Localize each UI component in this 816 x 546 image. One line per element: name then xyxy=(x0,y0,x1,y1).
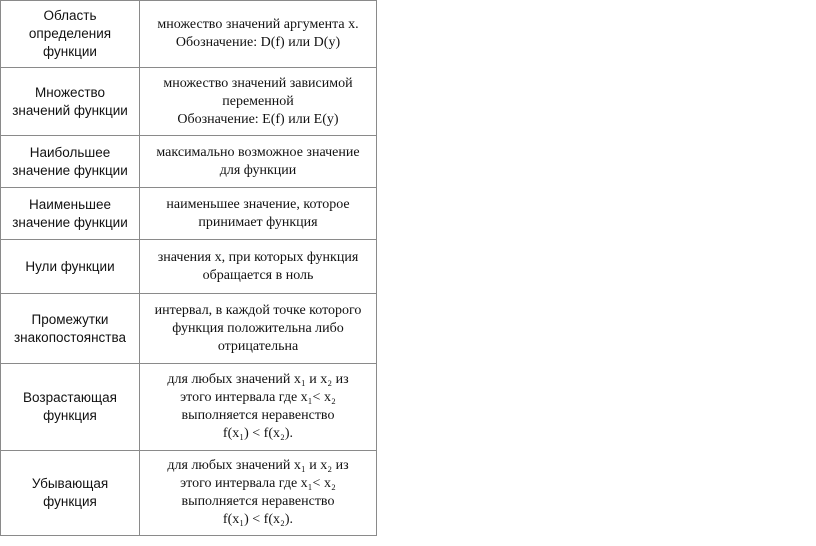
definition-line: функция положительна либо xyxy=(172,320,344,336)
table-row xyxy=(1,451,377,536)
term-line: Возрастающая xyxy=(23,390,117,405)
definition-line: наименьшее значение, которое xyxy=(166,196,350,212)
definition-line: множество значений зависимой xyxy=(163,75,353,91)
definition-line: этого интервала где x₁< x₂ xyxy=(180,476,336,491)
definition-line: переменной xyxy=(222,93,294,109)
term-line: Наименьшее xyxy=(29,196,111,212)
definition-line: значения x, при которых функция xyxy=(157,249,359,265)
term-line: значение функции xyxy=(12,162,128,178)
term-line: Наибольшее xyxy=(29,144,111,160)
term-line: значение функции xyxy=(12,214,128,230)
definition-cell xyxy=(140,451,377,536)
definition-line: Обозначение: E(f) или E(y) xyxy=(177,111,339,127)
term-line: определения xyxy=(28,26,112,41)
definition-cell xyxy=(140,68,377,136)
definitions-table xyxy=(0,0,377,536)
definition-line: для любых значений x₁ и x₂ из xyxy=(167,458,349,473)
term-cell xyxy=(1,1,140,68)
table-row xyxy=(1,294,377,364)
definition-line: выполняется неравенство xyxy=(181,408,335,423)
definition-line: этого интервала где x₁< x₂ xyxy=(180,390,336,405)
definition-cell xyxy=(140,294,377,364)
term-line: Область xyxy=(43,8,97,23)
term-cell xyxy=(1,364,140,451)
definition-cell xyxy=(140,136,377,188)
table-row xyxy=(1,188,377,240)
definition-line: выполняется неравенство xyxy=(181,494,335,509)
definition-line: интервал, в каждой точке которого xyxy=(154,302,362,318)
definition-line: обращается в ноль xyxy=(202,267,314,283)
term-line: функции xyxy=(43,44,97,59)
definition-line: f(x₁) < f(x₂). xyxy=(222,512,294,527)
term-line: Промежутки xyxy=(31,311,109,327)
term-cell xyxy=(1,136,140,188)
term-line: Убывающая xyxy=(31,476,109,491)
definition-cell xyxy=(140,240,377,294)
definition-line: для функции xyxy=(219,162,297,178)
definition-line: максимально возможное значение xyxy=(156,144,360,160)
term-cell xyxy=(1,68,140,136)
definition-cell xyxy=(140,1,377,68)
definition-line: принимает функция xyxy=(198,214,318,230)
table-row xyxy=(1,240,377,294)
term-cell xyxy=(1,240,140,294)
definition-cell xyxy=(140,188,377,240)
term-line: значений функции xyxy=(12,102,128,118)
term-line: функция xyxy=(43,494,97,509)
term-line: знакопостоянства xyxy=(13,329,127,345)
definition-line: множество значений аргумента x. xyxy=(157,17,359,32)
term-cell xyxy=(1,294,140,364)
term-line: функция xyxy=(43,408,97,423)
term-cell xyxy=(1,451,140,536)
definition-line: Обозначение: D(f) или D(y) xyxy=(175,35,341,50)
term-line: Множество xyxy=(34,84,106,100)
term-line: Нули функции xyxy=(25,258,115,274)
table-row xyxy=(1,364,377,451)
definition-line: отрицательна xyxy=(217,338,299,354)
table-row xyxy=(1,1,377,68)
definition-cell xyxy=(140,364,377,451)
table-row xyxy=(1,136,377,188)
term-cell xyxy=(1,188,140,240)
definition-line: для любых значений x₁ и x₂ из xyxy=(167,372,349,387)
definition-line: f(x₁) < f(x₂). xyxy=(222,426,294,441)
table-row xyxy=(1,68,377,136)
